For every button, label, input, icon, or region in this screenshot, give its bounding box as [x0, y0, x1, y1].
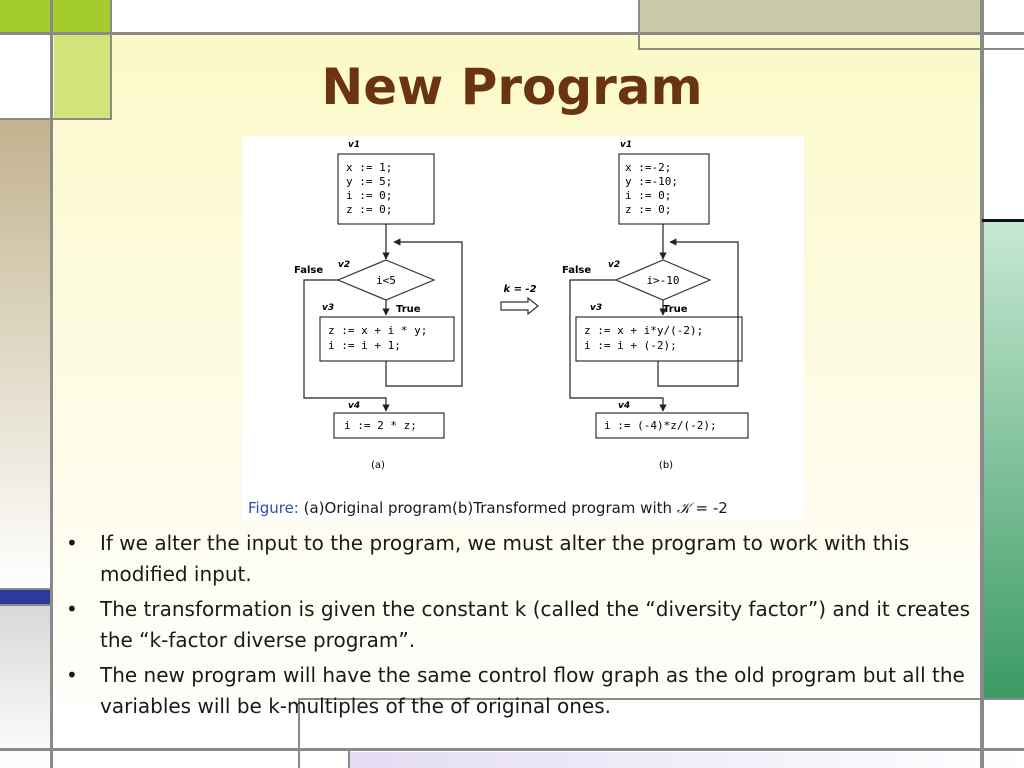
- flowchart-svg: [242, 136, 804, 520]
- code-line: x :=-2;: [625, 161, 672, 174]
- false-label: False: [294, 265, 324, 276]
- code-line: x := 1;: [346, 161, 393, 174]
- node-v2-label: v2: [338, 260, 351, 270]
- frame-line: [0, 32, 1024, 35]
- caption-prefix: Figure:: [248, 499, 299, 517]
- deco-navy-bar: [0, 590, 50, 604]
- bullet-text: The transformation is given the constant k (called the “diversity factor”) and it creates the “k-factor diverse program”.: [100, 597, 970, 652]
- node-v3-label: v3: [590, 303, 603, 313]
- deco-olive-bar-top: [640, 0, 980, 32]
- caption-text: (a)Original program(b)Transformed program with: [303, 499, 673, 517]
- code-line: i := 0;: [625, 189, 672, 202]
- node-v3-label: v3: [322, 303, 335, 313]
- frame-line: [0, 118, 112, 120]
- code-line: i := i + (-2);: [584, 339, 677, 352]
- page-title: New Program: [321, 58, 703, 116]
- transform-label: k = -2: [503, 284, 537, 295]
- true-label: True: [663, 304, 688, 315]
- bullet-item: [62, 594, 982, 656]
- true-label: True: [396, 304, 421, 315]
- frame-line: [638, 48, 1024, 50]
- bullet-item: [62, 660, 982, 722]
- frame-line: [638, 0, 640, 50]
- bullet-glyph: •: [66, 597, 78, 621]
- code-line: z := 0;: [625, 203, 672, 216]
- subfigure-label: (b): [658, 460, 674, 471]
- frame-line-dark: [982, 219, 1024, 222]
- transform-arrow-icon: [501, 298, 538, 314]
- code-line: y :=-10;: [625, 175, 678, 188]
- code-line: i := i + 1;: [328, 339, 401, 352]
- bullet-glyph: •: [66, 531, 78, 555]
- bullet-item: [62, 528, 982, 590]
- code-line: z := x + i*y/(-2);: [584, 324, 704, 337]
- figure-caption: [248, 499, 728, 517]
- bullet-text: The new program will have the same control flow graph as the old program but all the variables will be k-multiples of the of original ones.: [100, 663, 965, 718]
- frame-line: [348, 750, 350, 768]
- node-v4-label: v4: [618, 401, 631, 411]
- bullet-glyph: •: [66, 663, 78, 687]
- deco-grey-bar-left: [0, 606, 50, 768]
- flowchart-figure: [242, 136, 804, 520]
- code-line: i := (-4)*z/(-2);: [604, 419, 717, 432]
- deco-teal-bar-right: [984, 222, 1024, 700]
- node-v1-label: v1: [348, 140, 361, 150]
- deco-green-bar-top: [0, 0, 110, 32]
- bullet-list: [62, 528, 982, 726]
- caption-suffix: = -2: [690, 499, 728, 517]
- code-line: z := x + i * y;: [328, 324, 428, 337]
- node-v4-label: v4: [348, 401, 361, 411]
- false-label: False: [562, 265, 592, 276]
- code-line: i := 2 * z;: [344, 419, 417, 432]
- code-line: z := 0;: [346, 203, 393, 216]
- caption-symbol: 𝒦: [676, 499, 691, 517]
- subfigure-label: (a): [371, 460, 385, 471]
- frame-line: [0, 588, 52, 590]
- condition-text: i<5: [376, 274, 396, 287]
- code-line: i := 0;: [346, 189, 393, 202]
- bullet-text: If we alter the input to the program, we must alter the program to work with this modified input.: [100, 531, 910, 586]
- node-v1-label: v1: [620, 140, 633, 150]
- deco-lavender-bar-bottom: [350, 752, 1024, 768]
- frame-line: [0, 604, 52, 606]
- deco-tan-bar: [0, 120, 50, 590]
- node-v2-label: v2: [608, 260, 621, 270]
- frame-line: [0, 748, 1024, 751]
- condition-text: i>-10: [646, 274, 680, 287]
- code-line: y := 5;: [346, 175, 393, 188]
